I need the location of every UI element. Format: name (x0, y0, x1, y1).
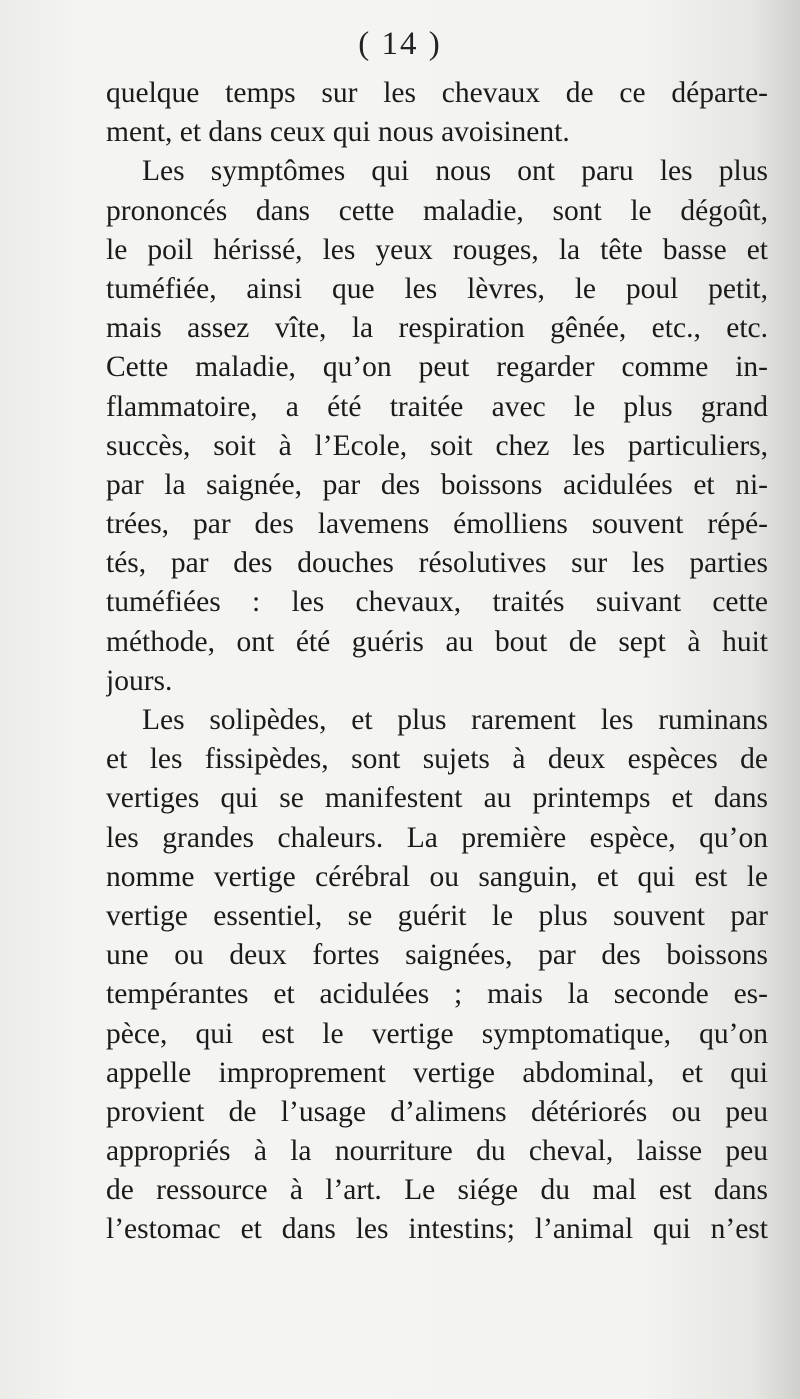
text-line: Cette maladie, qu’on peut regarder comme in- (106, 351, 768, 384)
text-line: pèce, qui est le vertige symptomatique, qu’on (106, 1017, 768, 1050)
text-line: tuméfiée, ainsi que les lèvres, le poul petit, (106, 272, 768, 305)
text-line: par la saignée, par des boissons acidulées et ni- (106, 468, 768, 501)
text-line: et les fissipèdes, sont sujets à deux espèces de (106, 743, 768, 776)
text-line: les grandes chaleurs. La première espèce, qu’on (106, 821, 768, 854)
page-number: ( 14 ) (358, 26, 442, 62)
text-line: de ressource à l’art. Le siége du mal est dans (106, 1174, 768, 1207)
text-line: tuméfiées : les chevaux, traités suivant cette (106, 586, 768, 619)
text-line: le poil hérissé, les yeux rouges, la tête basse et (106, 233, 768, 266)
text-line: tés, par des douches résolutives sur les parties (106, 547, 768, 580)
text-line: ment, et dans ceux qui nous avoisinent. (106, 116, 570, 149)
paragraph-1 (106, 74, 768, 152)
text-line: méthode, ont été guéris au bout de sept à huit (106, 625, 768, 658)
text-line: nomme vertige cérébral ou sanguin, et qui est le (106, 860, 768, 893)
text-line: tempérantes et acidulées ; mais la seconde es- (106, 978, 768, 1011)
text-line: appropriés à la nourriture du cheval, laisse peu (106, 1135, 768, 1168)
text-line: vertige essentiel, se guérit le plus souvent par (106, 899, 768, 932)
text-line: trées, par des lavemens émolliens souvent répé- (106, 508, 768, 541)
text-line: l’estomac et dans les intestins; l’animal qui n’est (106, 1213, 768, 1246)
text-line: appelle improprement vertige abdominal, et qui (106, 1056, 768, 1089)
text-line: mais assez vîte, la respiration gênée, etc., etc. (106, 312, 768, 345)
text-line: succès, soit à l’Ecole, soit chez les particuliers, (106, 429, 768, 462)
paragraph-2 (106, 152, 768, 701)
text-line: Les symptômes qui nous ont paru les plus (142, 155, 768, 188)
text-line: quelque temps sur les chevaux de ce départe- (106, 77, 768, 109)
paragraph-3 (106, 701, 768, 1250)
text-line: provient de l’usage d’alimens détériorés ou peu (106, 1095, 768, 1128)
text-line: jours. (106, 664, 173, 697)
text-line: vertiges qui se manifestent au printemps et dans (106, 782, 768, 815)
text-line: Les solipèdes, et plus rarement les ruminans (142, 704, 768, 736)
text-line: une ou deux fortes saignées, par des boissons (106, 939, 768, 972)
body-text (106, 74, 768, 1250)
text-line: flammatoire, a été traitée avec le plus grand (106, 390, 768, 423)
text-line: prononcés dans cette maladie, sont le dégoût, (106, 194, 768, 227)
